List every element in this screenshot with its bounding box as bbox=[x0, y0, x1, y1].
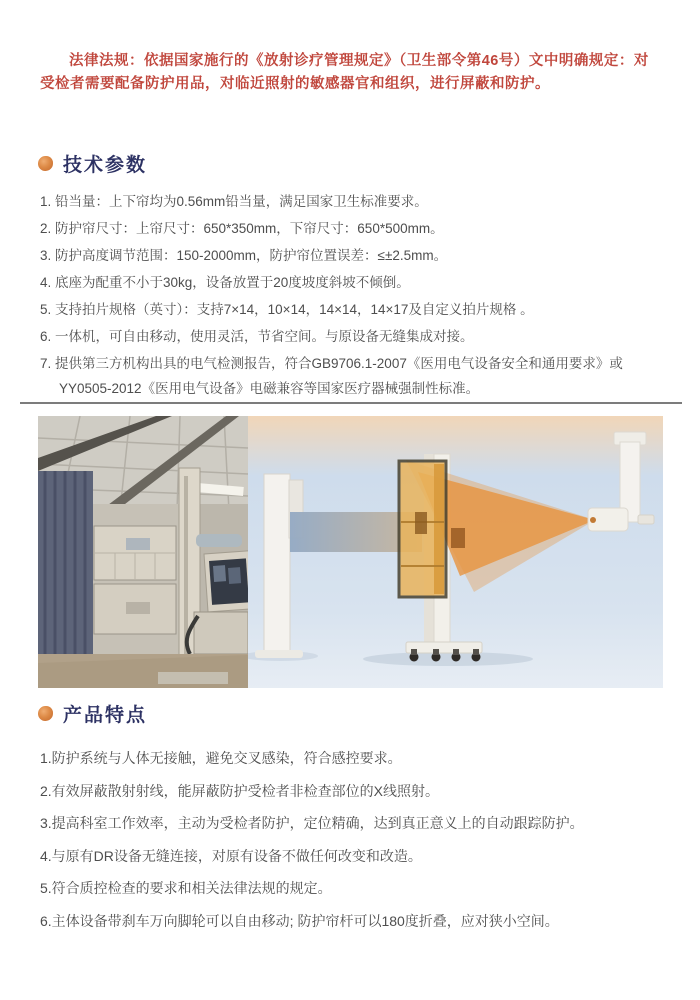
section-divider bbox=[20, 402, 682, 404]
features-section-header bbox=[38, 700, 147, 727]
section-bullet-icon bbox=[38, 706, 53, 721]
tech-section-title: 技术参数 bbox=[63, 155, 148, 176]
section-bullet-icon bbox=[38, 156, 53, 171]
tech-spec-item: 1. 铅当量：上下帘均为0.56mm铅当量，满足国家卫生标准要求。 bbox=[40, 194, 428, 209]
product-imagery bbox=[38, 416, 663, 688]
product-feature-item: 3.提高科室工作效率，主动为受检者防护，定位精确，达到真正意义上的自动跟踪防护。 bbox=[40, 815, 584, 831]
tech-spec-item: 5. 支持拍片规格（英寸）：支持7×14，10×14，14×14，14×17及自定义拍片规格 。 bbox=[40, 302, 534, 317]
tech-spec-item: 4. 底座为配重不小于30kg，设备放置于20度坡度斜坡不倾倒。 bbox=[40, 275, 410, 290]
tech-section-header bbox=[38, 150, 147, 177]
tech-spec-list bbox=[40, 189, 668, 403]
legal-notice: 法律法规：依据国家施行的《放射诊疗管理规定》（卫生部令第46号）文中明确规定：对受检者需要配备防护用品，对临近照射的敏感器官和组织，进行屏蔽和防护。 bbox=[40, 53, 649, 92]
tech-spec-item: 7. 提供第三方机构出具的电气检测报告，符合GB9706.1-2007《医用电气设备安全和通用要求》或YY0505-2012《医用电气设备》电磁兼容等国家医疗器械强制性标准。 bbox=[40, 356, 623, 396]
product-feature-item: 2.有效屏蔽散射射线，能屏蔽防护受检者非检查部位的X线照射。 bbox=[40, 782, 440, 799]
xray-beam-protection-render bbox=[248, 416, 663, 688]
tech-spec-item: 6. 一体机，可自由移动，使用灵活，节省空间。与原设备无缝集成对接。 bbox=[40, 329, 474, 344]
tech-spec-item: 3. 防护高度调节范围：150-2000mm，防护帘位置误差：≤±2.5mm。 bbox=[40, 248, 448, 263]
product-feature-item: 4.与原有DR设备无缝连接，对原有设备不做任何改变和改造。 bbox=[40, 847, 422, 864]
product-feature-item: 6.主体设备带刹车万向脚轮可以自由移动; 防护帘杆可以180度折叠，应对狭小空间。 bbox=[40, 912, 559, 929]
features-section-title: 产品特点 bbox=[63, 705, 148, 726]
product-features-list bbox=[40, 742, 670, 937]
product-feature-item: 1.防护系统与人体无接触，避免交叉感染，符合感控要求。 bbox=[40, 750, 402, 766]
product-feature-item: 5.符合质控检查的要求和相关法律法规的规定。 bbox=[40, 880, 332, 896]
equipment-room-photo bbox=[38, 416, 248, 688]
tech-spec-item: 2. 防护帘尺寸：上帘尺寸：650*350mm，下帘尺寸：650*500mm。 bbox=[40, 221, 444, 236]
